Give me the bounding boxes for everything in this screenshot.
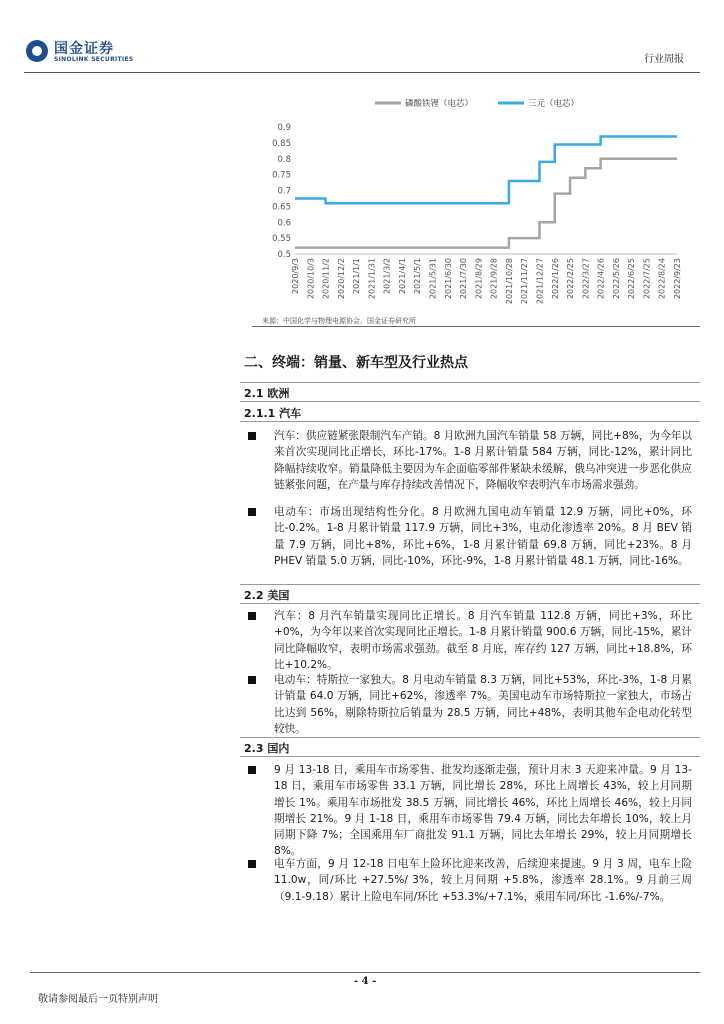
series-line (295, 137, 677, 204)
bullet-text: 汽车：供应链紧张限制汽车产销。8 月欧洲九国汽车销量 58 万辆，同比+8%，为今年以来首次实现同比正增长，环比-17%。1-8 月累计销量 584 万辆，同比-12%，累计同比降幅持续收窄。销量降低主要因为车企面临零部件紧缺未缓解，俄乌冲突进一步恶化供应链紧张问题，在产量与库存持续改善情况下，降幅收窄表明汽车市场需求强劲。 (274, 430, 692, 491)
x-tick-label: 2020/10/3 (306, 258, 316, 300)
bullet-square-icon (248, 432, 256, 440)
x-tick-label: 2021/5/1 (413, 258, 423, 294)
page-header (0, 0, 724, 72)
x-tick-label: 2022/1/26 (550, 258, 560, 300)
bullet-square-icon (248, 612, 256, 620)
y-tick-label: 0.5 (277, 250, 291, 260)
x-tick-label: 2021/1/31 (367, 258, 377, 300)
source-divider (252, 326, 700, 327)
chart-source: 来源：中国化学与物理电源协会，国金证券研究所 (262, 317, 416, 325)
bullet-text: 电车方面，9 月 12-18 日电车上险环比迎来改善，后续迎来提速。9 月 3 周，电车上险 11.0w，同/环比 +27.5%/ 3%，较上月同期 +5.8%，渗透率 28.1%。9 月前三周（9.1-9.18）累计上险电车同/环比 +53.3%/+7.1%，乘用车同/环比 -1.6%/-7%。 (274, 858, 692, 903)
x-tick-label: 2021/7/30 (459, 258, 469, 300)
x-tick-label: 2021/4/1 (397, 258, 407, 294)
report-type: 行业周报 (644, 54, 684, 65)
x-tick-label: 2021/8/29 (474, 258, 484, 300)
logo-cn: 国金证券 (54, 41, 114, 57)
bullet-square-icon (248, 676, 256, 684)
x-tick-label: 2022/5/26 (611, 258, 621, 300)
x-tick-label: 2022/7/25 (642, 258, 652, 300)
subsection-heading-europe: 2.1 欧洲 (244, 387, 290, 400)
section-divider (240, 603, 700, 604)
x-tick-label: 2022/8/24 (657, 258, 667, 300)
bullet-text: 汽车：8 月汽车销量实现同比正增长。8 月汽车销量 112.8 万辆，同比+3%，环比+0%，为今年以来首次实现同比正增长。1-8 月累计销量 900.6 万辆，同比-15%，累计同比降幅收窄，表明市场需求强劲。截至 8 月底，库存约 127 万辆，同比+18.8%，环比+10.2%。 (274, 610, 693, 671)
section-heading: 二、终端：销量、新车型及行业热点 (244, 355, 468, 371)
section-divider (240, 756, 700, 757)
x-tick-label: 2021/5/31 (428, 258, 438, 300)
footer-divider (30, 972, 700, 973)
x-tick-label: 2022/6/25 (627, 258, 637, 300)
y-tick-label: 0.9 (277, 123, 291, 133)
x-tick-label: 2022/9/23 (673, 258, 682, 300)
y-tick-label: 0.7 (277, 186, 291, 197)
bullet-square-icon (248, 860, 256, 868)
y-tick-label: 0.65 (272, 202, 291, 213)
bullet-text: 9 月 13-18 日，乘用车市场零售、批发均逐渐走强，预计月末 3 天迎来冲量。9 月 13-18 日，乘用车市场零售 33.1 万辆，同比增长 28%，环比上周增长 43%，较上月同期增长 1%。乘用车市场批发 38.5 万辆，同比增长 46%，环比上周增长 46%，较上月同期增长 21%。9 月 1-18 日，乘用车市场零售 79.4 万辆，同比去年增长 10%，较上月同期下降 7%；全国乘用车厂商批发 91.1 万辆，同比去年增长 29%，较上月同期增长 8%。 (274, 764, 692, 858)
x-tick-label: 2022/3/27 (581, 258, 591, 300)
page-number: - 4 - (354, 976, 377, 987)
footer-disclaimer: 敬请参阅最后一页特别声明 (38, 994, 158, 1005)
x-tick-label: 2021/10/28 (504, 258, 514, 305)
subsection-heading-domestic: 2.3 国内 (244, 742, 290, 755)
price-chart (240, 92, 700, 314)
x-tick-label: 2021/12/27 (535, 258, 545, 305)
y-tick-label: 0.6 (277, 218, 291, 229)
section-divider (240, 584, 700, 585)
x-tick-label: 2021/3/2 (382, 258, 392, 294)
x-tick-label: 2021/11/27 (520, 258, 530, 305)
x-tick-label: 2021/9/28 (489, 258, 499, 300)
section-divider (240, 401, 700, 402)
y-tick-label: 0.55 (272, 234, 291, 245)
legend-label: 磷酸铁锂（电芯） (405, 99, 474, 109)
section-divider (240, 421, 700, 422)
company-logo (26, 38, 138, 70)
bullet-square-icon (248, 766, 256, 774)
header-divider (24, 72, 700, 73)
section-divider (240, 737, 700, 738)
section-divider (240, 382, 700, 383)
bullet-text: 电动车：特斯拉一家独大。8 月电动车销量 8.3 万辆，同比+53%，环比-3%，1-8 月累计销量 64.0 万辆，同比+62%，渗透率 7%。美国电动车市场特斯拉一家独大，市场占比达到 56%，剔除特斯拉后销量为 28.5 万辆，同比+48%，表明其他车企电动化转型较快。 (274, 674, 692, 735)
y-tick-label: 0.85 (272, 138, 291, 149)
x-tick-label: 2021/1/1 (352, 258, 362, 294)
y-tick-label: 0.75 (272, 170, 291, 181)
x-tick-label: 2020/9/3 (291, 258, 300, 294)
bullet-square-icon (248, 508, 256, 516)
legend-label: 三元（电芯） (528, 99, 580, 109)
x-tick-label: 2022/2/25 (566, 258, 576, 300)
bullet-text: 电动车：市场出现结构性分化。8 月欧洲九国电动车销量 12.9 万辆，同比+0%，环比-0.2%。1-8 月累计销量 117.9 万辆，同比+3%，电动化渗透率 20%。8 月 BEV 销量 7.9 万辆，同比+8%，环比+6%，1-8 月累计销量 69.8 万辆，同比+23%。8 月 PHEV 销量 5.0 万辆，同比-10%，环比-9%，1-8 月累计销量 48.1 万辆，同比-16%。 (274, 506, 692, 567)
x-tick-label: 2021/6/30 (443, 258, 453, 300)
subsection-heading-auto: 2.1.1 汽车 (244, 407, 302, 420)
logo-mark-icon (26, 40, 48, 62)
subsection-heading-usa: 2.2 美国 (244, 589, 290, 602)
x-tick-label: 2020/12/2 (336, 258, 346, 300)
logo-en: SINOLINK SECURITIES (54, 56, 134, 63)
x-tick-label: 2020/11/2 (321, 258, 331, 300)
x-tick-label: 2022/4/26 (596, 258, 606, 300)
y-tick-label: 0.8 (277, 154, 291, 165)
